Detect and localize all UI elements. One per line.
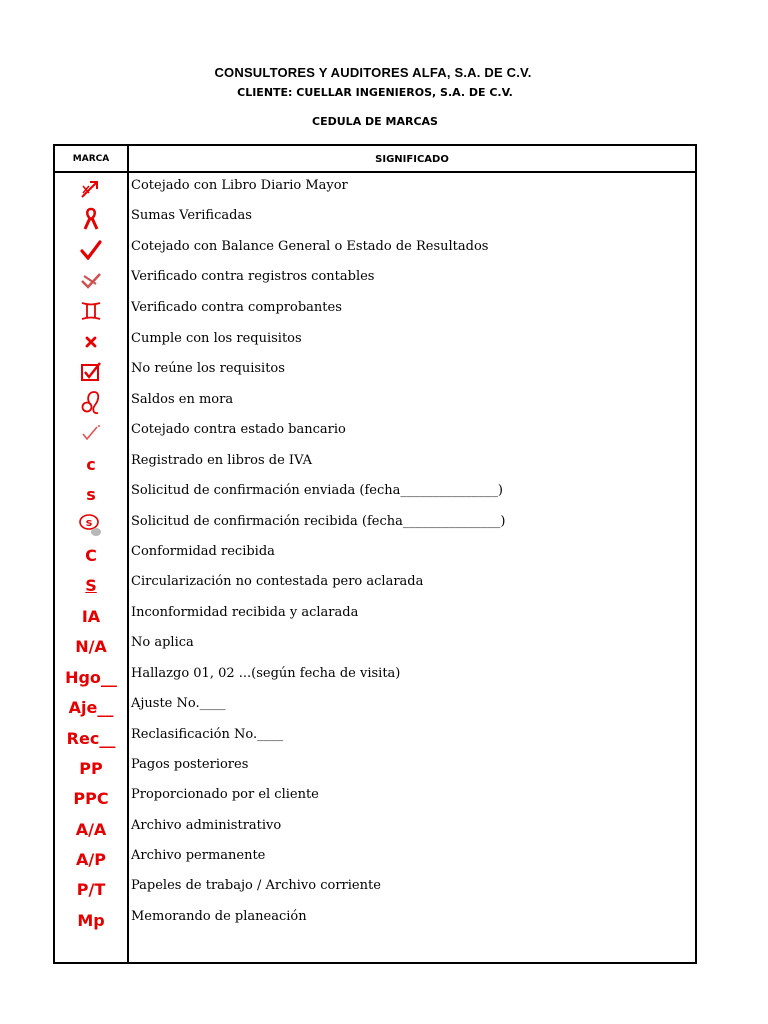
row-mark: S <box>85 575 97 595</box>
client-name: CLIENTE: CUELLAR INGENIEROS, S.A. DE C.V. <box>237 86 513 99</box>
row-mark: Aje__ <box>68 697 114 717</box>
row-meaning: Conformidad recibida <box>131 544 275 559</box>
row-meaning: Registrado en libros de IVA <box>131 453 312 468</box>
sheet-title: CEDULA DE MARCAS <box>312 115 438 128</box>
row-meaning: Cumple con los requisitos <box>131 331 302 346</box>
row-mark: A/P <box>76 849 106 869</box>
table-row <box>55 844 695 874</box>
row-meaning: Solicitud de confirmación enviada (fecha_______________) <box>131 483 503 498</box>
table-row <box>55 449 695 479</box>
row-meaning: No reúne los requisitos <box>131 361 285 376</box>
table-row <box>55 631 695 661</box>
table-row <box>55 783 695 813</box>
row-meaning: Verificado contra comprobantes <box>131 300 342 315</box>
row-mark: s <box>86 484 96 504</box>
checked-box-icon <box>55 357 127 387</box>
row-mark: C <box>85 545 97 565</box>
row-meaning: Archivo administrativo <box>131 818 282 833</box>
checkmark-icon <box>55 235 127 265</box>
row-mark: Mp <box>77 910 105 930</box>
x-mark-icon <box>55 327 127 357</box>
row-meaning: Cotejado con Libro Diario Mayor <box>131 178 348 193</box>
row-meaning: Reclasificación No.____ <box>131 727 284 742</box>
table-row <box>55 265 695 295</box>
row-meaning: Proporcionado por el cliente <box>131 787 319 802</box>
row-meaning: Papeles de trabajo / Archivo corriente <box>131 878 381 893</box>
row-mark: IA <box>81 606 101 626</box>
table-row <box>55 601 695 631</box>
crossed-check-icon <box>55 265 127 295</box>
table-row <box>55 905 695 935</box>
table-row <box>55 510 695 540</box>
table-row <box>55 753 695 783</box>
table-row <box>55 235 695 265</box>
row-mark: c <box>86 454 96 474</box>
row-mark: Hgo__ <box>65 667 117 687</box>
table-row <box>55 692 695 722</box>
table-row <box>55 388 695 418</box>
table-row <box>55 814 695 844</box>
row-mark: N/A <box>75 636 107 656</box>
table-row <box>55 662 695 692</box>
table-row <box>55 327 695 357</box>
marks-table <box>53 144 697 964</box>
header-marca: MARCA <box>72 154 110 164</box>
row-mark: PPC <box>73 788 109 808</box>
thin-check-icon <box>55 418 127 448</box>
circled-s-icon <box>55 510 127 540</box>
row-mark: Rec__ <box>66 728 116 748</box>
row-mark: A/A <box>75 819 107 839</box>
row-meaning: Pagos posteriores <box>131 757 249 772</box>
row-meaning: Memorando de planeación <box>131 909 307 924</box>
ribbon-icon <box>55 204 127 234</box>
table-row <box>55 874 695 904</box>
table-row <box>55 174 695 204</box>
table-row <box>55 418 695 448</box>
svg-text:s: s <box>85 516 93 529</box>
table-row <box>55 723 695 753</box>
row-meaning: No aplica <box>131 635 194 650</box>
row-meaning: Cotejado con Balance General o Estado de Resultados <box>131 239 489 254</box>
row-meaning: Verificado contra registros contables <box>131 269 375 284</box>
row-meaning: Cotejado contra estado bancario <box>131 422 346 437</box>
row-meaning: Inconformidad recibida y aclarada <box>131 605 359 620</box>
row-meaning: Solicitud de confirmación recibida (fecha_______________) <box>131 514 506 529</box>
row-mark: PP <box>79 758 103 778</box>
gemini-icon <box>55 296 127 326</box>
row-meaning: Hallazgo 01, 02 ...(según fecha de visita) <box>131 666 401 681</box>
row-meaning: Ajuste No.____ <box>131 696 226 711</box>
header-divider <box>55 171 695 173</box>
row-meaning: Sumas Verificadas <box>131 208 252 223</box>
company-title: CONSULTORES Y AUDITORES ALFA, S.A. DE C.V. <box>214 65 532 80</box>
row-meaning: Archivo permanente <box>131 848 266 863</box>
table-row <box>55 357 695 387</box>
table-row <box>55 204 695 234</box>
table-row <box>55 540 695 570</box>
check-arrow-icon <box>55 174 127 204</box>
table-row <box>55 296 695 326</box>
row-meaning: Circularización no contestada pero aclarada <box>131 574 424 589</box>
table-row <box>55 570 695 600</box>
table-row <box>55 479 695 509</box>
row-mark: P/T <box>76 879 106 899</box>
row-meaning: Saldos en mora <box>131 392 234 407</box>
leo-icon <box>55 388 127 418</box>
header-significado: SIGNIFICADO <box>375 154 449 165</box>
